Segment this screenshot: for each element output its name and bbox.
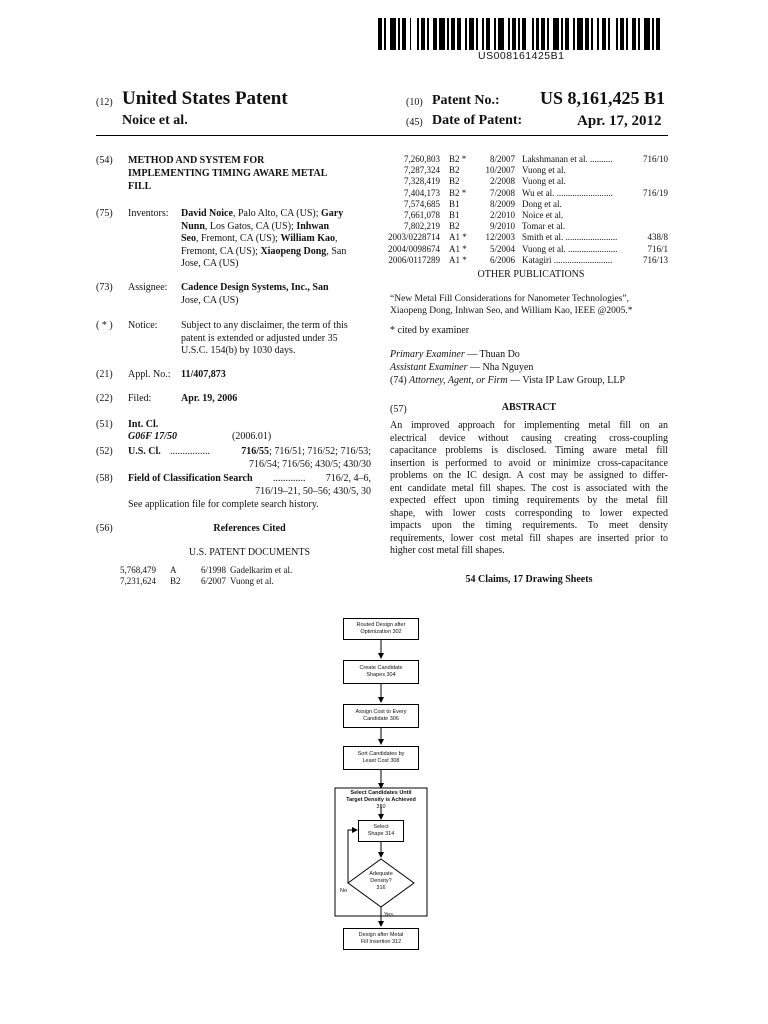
f51-code: (51) xyxy=(96,419,113,430)
citation-row xyxy=(336,221,668,232)
abstract-line: electrical device without causing creating cross-coupling xyxy=(390,432,668,444)
citation-name: Vuong et al. xyxy=(522,165,566,176)
flow-box-302: Routed Design after Optimization 302 xyxy=(343,618,419,640)
citation-class: 716/19 xyxy=(642,187,668,198)
citation-date: 9/2010 xyxy=(489,221,515,232)
citation-date: 10/2007 xyxy=(485,165,515,176)
citation-date: 7/2008 xyxy=(489,187,515,198)
abstract-line: requirements, lower cost metal fill shapes are inserted prior to xyxy=(390,532,668,544)
abstract-line: capacitance problems is disclosed. Timing aware metal fill xyxy=(390,445,668,456)
abstract-line: An improved approach for implementing metal fill on an xyxy=(390,420,668,431)
notice-line: patent is extended or adjusted under 35 xyxy=(181,332,338,344)
citation-class: 716/13 xyxy=(642,254,668,265)
citation-row xyxy=(336,188,668,199)
yes-label: Yes xyxy=(384,912,393,918)
title-line-1: METHOD AND SYSTEM FOR xyxy=(128,155,265,166)
citation-date: 12/2003 xyxy=(485,232,515,243)
flow-box-314: Select Shape 314 xyxy=(358,820,404,842)
patent-number: US 8,161,425 B1 xyxy=(540,88,666,108)
field-search-note: See application file for complete search history. xyxy=(128,499,319,510)
citation-kind: B1 xyxy=(449,198,460,209)
f21-code: (21) xyxy=(96,369,113,380)
inventors-line: Jose, CA (US) xyxy=(181,258,239,269)
inventors-line: Nunn, Los Gatos, CA (US); Inhwan xyxy=(181,220,330,232)
attorney-code: (74) xyxy=(390,375,407,386)
f75-code: (75) xyxy=(96,208,113,219)
flow-box-306: Assign Cost to Every Candidate 306 xyxy=(343,704,419,728)
flow-box-304: Create Candidate Shapes 304 xyxy=(343,660,419,684)
assignee-label: Assignee: xyxy=(128,282,168,293)
int-cl-label: Int. Cl. xyxy=(128,419,159,430)
notice-line: U.S.C. 154(b) by 1030 days. xyxy=(181,345,296,356)
citation-row xyxy=(336,210,668,221)
flow-box-312: Design after Metal Fill Insertion 312 xyxy=(343,928,419,950)
abstract-line: ent candidate metal fill shapes. The cost is associated with the xyxy=(390,482,668,494)
notice-code: ( * ) xyxy=(96,320,113,331)
citation-row xyxy=(336,232,668,243)
other-pub-line-2: Xiaopeng Dong, Inhwan Seo, and William Kao, IEEE @2005.* xyxy=(390,306,633,316)
citation-class xyxy=(636,210,668,221)
patent-no-label: Patent No.: xyxy=(432,93,500,108)
date-label: Date of Patent: xyxy=(432,113,523,128)
citation-name: Dong et al. xyxy=(522,198,562,209)
abstract-line: insertion is performed to avoid or minimize cross-capacitance xyxy=(390,457,668,469)
us-doc-kind: A xyxy=(170,565,177,575)
inventors-line: Seo, Fremont, CA (US); William Kao, xyxy=(181,233,338,244)
citation-number: 7,802,219 xyxy=(404,221,440,232)
citation-number: 2004/0098674 xyxy=(387,243,440,254)
primary-examiner-label: Primary Examiner xyxy=(390,349,465,360)
citation-kind: B2 * xyxy=(449,154,467,164)
citation-number: 7,574,685 xyxy=(404,198,440,209)
appl-no-label: Appl. No.: xyxy=(128,369,171,380)
citation-kind: B1 xyxy=(449,210,460,220)
citation-row xyxy=(336,176,668,187)
us-doc-date: 6/1998 xyxy=(200,565,226,575)
claims-summary: 54 Claims, 17 Drawing Sheets xyxy=(465,574,593,585)
us-doc-name: Gadelkarim et al. xyxy=(230,565,293,575)
us-cl-label: U.S. Cl. xyxy=(128,446,161,457)
attorney-value: — Vista IP Law Group, LLP xyxy=(510,375,626,386)
citation-class: 716/10 xyxy=(642,154,668,164)
citation-class: 438/8 xyxy=(647,232,668,243)
us-cl-line-2: 716/54; 716/56; 430/5; 430/30 xyxy=(249,459,371,470)
citation-row xyxy=(336,154,668,165)
notice-label: Notice: xyxy=(128,320,158,331)
assignee-location: Jose, CA (US) xyxy=(181,295,239,306)
int-cl-year: (2006.01) xyxy=(232,431,272,442)
barcode-bar xyxy=(660,18,662,50)
citation-class xyxy=(636,165,668,176)
assignee-name: Cadence Design Systems, Inc., San xyxy=(181,282,329,293)
us-doc-num: 7,231,624 xyxy=(120,576,156,586)
citation-kind: B2 xyxy=(449,165,460,176)
abstract-line: expected effect upon timing requirements by the metal fill xyxy=(390,495,668,506)
patent-date: Apr. 17, 2012 xyxy=(577,113,662,129)
us-doc-name: Vuong et al. xyxy=(230,576,274,586)
citation-date: 8/2007 xyxy=(489,154,515,164)
citation-name: Lakshmanan et al. .......... xyxy=(522,154,613,164)
citation-kind: B2 xyxy=(449,221,460,232)
other-pub-line-1: “New Metal Fill Considerations for Nanometer Technologies”, xyxy=(390,294,629,304)
flow-box-308: Sort Candidates by Least Cost 308 xyxy=(343,746,419,770)
citation-kind: A1 * xyxy=(449,232,467,243)
citation-number: 2006/0117289 xyxy=(388,254,440,265)
header-rule xyxy=(96,135,668,136)
citation-kind: B2 * xyxy=(449,187,467,198)
us-doc-date: 6/2007 xyxy=(200,576,226,586)
kind-code: (12) xyxy=(96,97,113,108)
citation-number: 7,260,803 xyxy=(404,154,440,164)
inventors-label: Inventors: xyxy=(128,208,169,219)
citation-row xyxy=(336,165,668,176)
abstract-line: problems on the IC design. A cost may be assigned to differ- xyxy=(390,470,668,481)
abstract-title: ABSTRACT xyxy=(501,402,557,413)
other-pubs-title: OTHER PUBLICATIONS xyxy=(477,269,585,280)
field-search-line-2: 716/19–21, 50–56; 430/5, 30 xyxy=(255,486,371,497)
citation-date: 6/2006 xyxy=(489,254,515,265)
citation-date: 2/2010 xyxy=(489,210,515,220)
citation-kind: B2 xyxy=(449,176,460,187)
f52-code: (52) xyxy=(96,446,113,457)
inventors-line: David Noice, Palo Alto, CA (US); Gary xyxy=(181,208,344,219)
field-search-dots: ............. xyxy=(273,473,306,484)
notice-line: Subject to any disclaimer, the term of this xyxy=(181,320,348,331)
cited-by-examiner: * cited by examiner xyxy=(390,325,470,336)
no-label: No xyxy=(340,888,348,894)
citation-row xyxy=(336,199,668,210)
citation-name: Vuong et al. xyxy=(522,176,566,187)
filed-label: Filed: xyxy=(128,393,152,404)
decision-316-label: Adequate Density? 316 xyxy=(369,871,393,891)
notice-text xyxy=(181,320,371,358)
abstract-text xyxy=(390,420,668,558)
citation-class xyxy=(636,199,668,210)
f54-code: (54) xyxy=(96,155,113,166)
us-doc-num: 5,768,479 xyxy=(120,565,156,575)
filed-value: Apr. 19, 2006 xyxy=(181,393,238,404)
patent-no-code: (10) xyxy=(406,97,423,108)
references-title: References Cited xyxy=(213,523,286,534)
us-doc-row xyxy=(120,565,292,576)
citation-class: 716/1 xyxy=(647,243,668,254)
citation-number: 7,328,419 xyxy=(404,176,440,187)
citation-class xyxy=(636,221,668,232)
title-line-3: FILL xyxy=(128,181,152,192)
primary-examiner-value: — Thuan Do xyxy=(467,349,520,360)
citation-date: 5/2004 xyxy=(489,243,515,254)
us-docs-title: U.S. PATENT DOCUMENTS xyxy=(188,547,311,558)
citation-name: Vuong et al. ...................... xyxy=(522,243,618,254)
f58-code: (58) xyxy=(96,473,113,484)
attorney-label: Attorney, Agent, or Firm xyxy=(409,375,508,386)
citation-row xyxy=(336,255,668,266)
citation-number: 7,404,173 xyxy=(404,187,440,198)
citation-number: 7,287,324 xyxy=(404,165,440,176)
f56-code: (56) xyxy=(96,523,113,534)
citation-name: Wu et al. ......................... xyxy=(522,187,613,198)
date-code: (45) xyxy=(406,117,423,128)
title-line-2: IMPLEMENTING TIMING AWARE METAL xyxy=(128,168,328,179)
us-doc-kind: B2 xyxy=(170,576,181,586)
citation-name: Noice et al. xyxy=(522,210,564,220)
us-doc-row xyxy=(120,576,274,587)
citation-date: 8/2009 xyxy=(489,198,515,209)
abstract-code: (57) xyxy=(390,404,407,415)
us-cl-dots: ................ xyxy=(170,446,210,457)
field-search-label: Field of Classification Search xyxy=(128,473,253,484)
citation-number: 2003/0228714 xyxy=(387,232,440,243)
int-cl-class: G06F 17/50 xyxy=(128,431,177,442)
inventors-line: Fremont, CA (US); Xiaopeng Dong, San xyxy=(181,245,347,257)
flow-box-310-label: Select Candidates Until Target Density is Achieved 310 xyxy=(346,790,416,810)
barcode-number: US008161425B1 xyxy=(478,50,565,62)
citation-kind: A1 * xyxy=(449,254,467,265)
field-search-line-1: 716/2, 4–6, xyxy=(325,473,371,484)
us-cl-line-1: 716/55; 716/51; 716/52; 716/53; xyxy=(241,446,371,457)
citation-date: 2/2008 xyxy=(489,176,515,187)
abstract-line: impacts upon the timing requirements. To meet density xyxy=(390,520,668,531)
f22-code: (22) xyxy=(96,393,113,404)
citation-class xyxy=(636,176,668,187)
citation-number: 7,661,078 xyxy=(404,210,440,220)
inventor-short: Noice et al. xyxy=(122,113,188,128)
abstract-line: higher cost metal fill shapes. xyxy=(390,545,505,556)
appl-no-value: 11/407,873 xyxy=(181,369,226,380)
assistant-examiner-label: Assistant Examiner xyxy=(390,362,468,373)
assistant-examiner-value: — Nha Nguyen xyxy=(470,362,534,373)
citation-name: Katagiri .......................... xyxy=(522,254,613,265)
citation-row xyxy=(336,244,668,255)
citation-name: Tomar et al. xyxy=(522,221,566,232)
barcode xyxy=(378,18,662,50)
f73-code: (73) xyxy=(96,282,113,293)
citation-name: Smith et al. ....................... xyxy=(522,232,618,243)
citation-kind: A1 * xyxy=(449,243,467,254)
patent-title: United States Patent xyxy=(122,88,288,109)
abstract-line: shape, with lower costs corresponding to lower expected xyxy=(390,507,668,519)
